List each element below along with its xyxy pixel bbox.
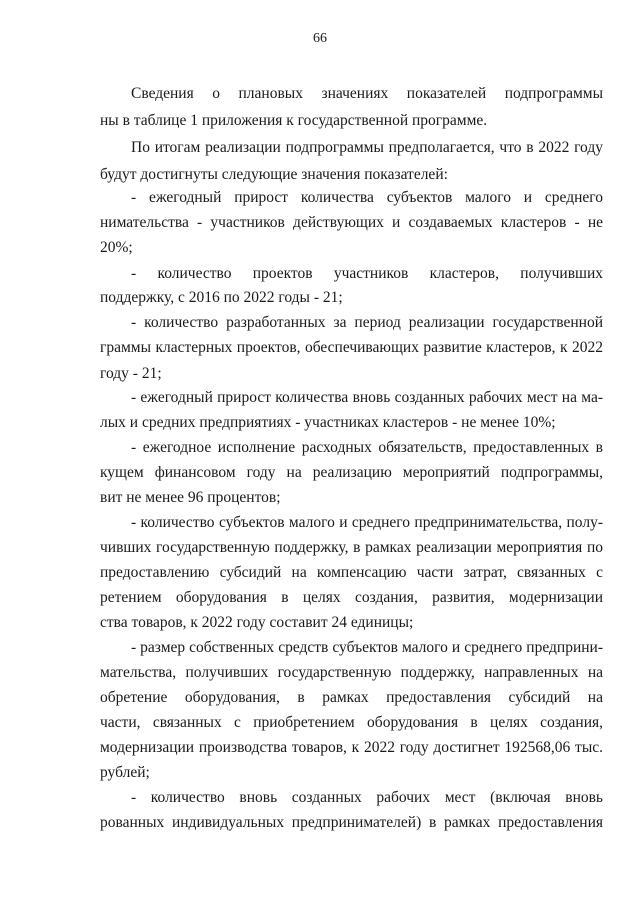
text-line: - ежегодный прирост количества субъектов малого и среднего — [131, 189, 603, 206]
text-line: лых и средних предприятиях - участниках кластеров - не менее 10%; — [100, 414, 556, 431]
text-line: мательства, получивших государственную поддержку, направленных на — [100, 664, 603, 681]
text-line: вит не менее 96 процентов; — [100, 489, 281, 506]
text-line: граммы кластерных проектов, обеспечивающих развитие кластеров, к 2022 — [100, 339, 603, 356]
text-line: предоставлению субсидий на компенсацию части затрат, связанных с — [100, 564, 603, 581]
text-line: ства товаров, к 2022 году составит 24 единицы; — [100, 614, 414, 631]
text-line: 20%; — [100, 239, 133, 256]
text-line: обретение оборудования, в рамках предоставления субсидий на — [100, 689, 603, 706]
text-line: - ежегодное исполнение расходных обязательств, предоставленных в — [131, 439, 603, 456]
text-line: - количество проектов участников кластеров, получивших — [131, 265, 603, 282]
text-line: Сведения о плановых значениях показателей подпрограммы — [131, 85, 603, 102]
text-line: будут достигнуты следующие значения показателей: — [100, 166, 448, 183]
text-line: чивших государственную поддержку, в рамках реализации мероприятия по — [100, 539, 603, 556]
text-line: По итогам реализации подпрограммы предполагается, что в 2022 году — [131, 139, 603, 156]
text-line: ретением оборудования в целях создания, развития, модернизации — [100, 589, 603, 606]
text-line: кущем финансовом году на реализацию мероприятий подпрограммы, — [100, 464, 603, 481]
text-line: ны в таблице 1 приложения к государственной программе. — [100, 112, 488, 129]
text-line: году - 21; — [100, 365, 162, 382]
text-line: - количество вновь созданных рабочих мест (включая вновь — [131, 789, 603, 806]
text-line: - количество субъектов малого и среднего предпринимательства, полу- — [131, 514, 603, 531]
text-line: - количество разработанных за период реализации государственной — [131, 314, 603, 331]
text-line: поддержку, с 2016 по 2022 годы - 21; — [100, 289, 343, 306]
text-line: - ежегодный прирост количества вновь созданных рабочих мест на ма- — [131, 389, 603, 406]
page-number: 66 — [313, 31, 327, 46]
text-line: - размер собственных средств субъектов малого и среднего предприни- — [131, 639, 603, 656]
text-line: части, связанных с приобретением оборудования в целях создания, — [100, 714, 603, 731]
text-line: рублей; — [100, 764, 150, 781]
text-line: нимательства - участников действующих и создаваемых кластеров - не — [100, 214, 603, 231]
text-line: модернизации производства товаров, к 2022 году достигнет 192568,06 тыс. — [100, 739, 603, 756]
text-line: рованных индивидуальных предпринимателей) в рамках предоставления — [100, 814, 603, 831]
